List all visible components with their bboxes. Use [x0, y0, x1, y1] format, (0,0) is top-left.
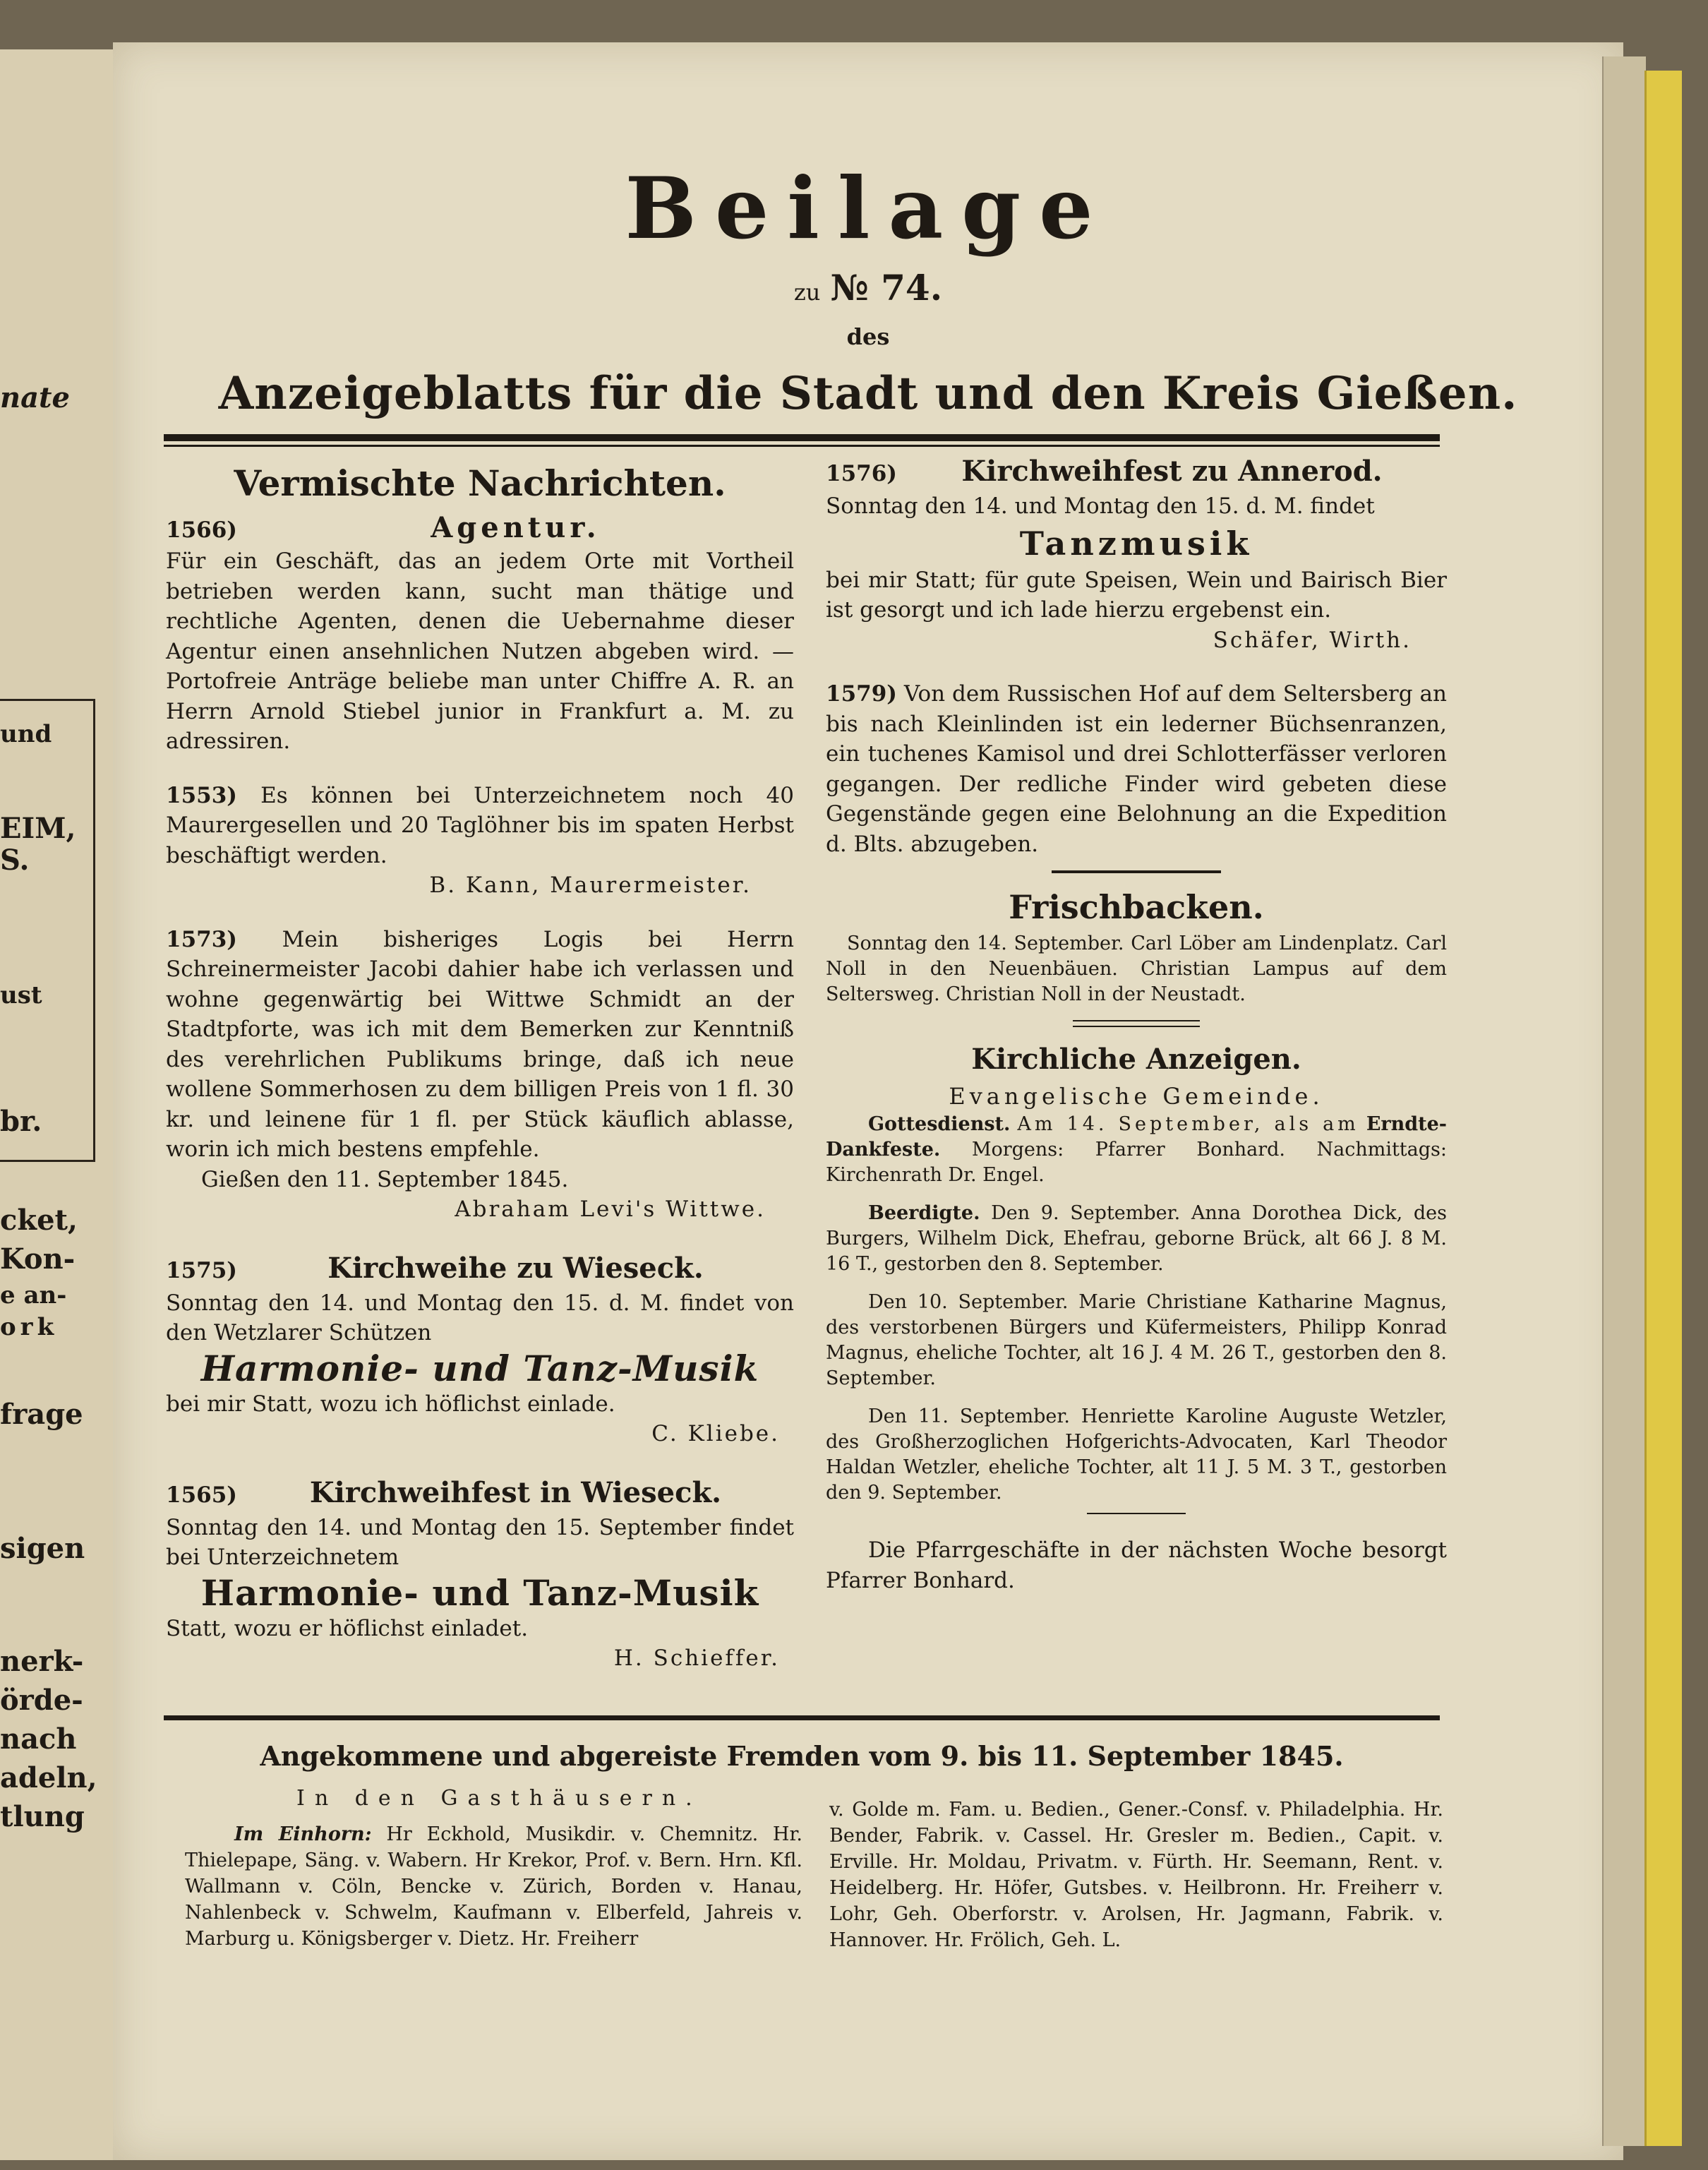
- spine-text: tlung: [0, 1800, 85, 1833]
- ad-text: Statt, wozu er höflichst einladet.: [166, 1615, 529, 1641]
- right-column: [826, 452, 1447, 1595]
- ad-display-line: Tanzmusik: [1019, 524, 1253, 563]
- ad-1579: [826, 679, 1447, 859]
- previous-page-box: [0, 699, 95, 1162]
- label: Gottesdienst.: [868, 1113, 1011, 1135]
- text: Morgens: Pfarrer Bonhard. Nachmittags: Kirchenrath Dr. Engel.: [826, 1139, 1447, 1186]
- divider: [1087, 1513, 1186, 1514]
- ad-number: 1565): [166, 1482, 237, 1508]
- ad-text: Sonntag den 14. und Montag den 15. d. M. findet von den Wetzlarer Schützen: [166, 1290, 794, 1345]
- spine-text: nerk-: [0, 1645, 84, 1678]
- ad-number: 1573): [166, 926, 237, 952]
- ad-number: 1566): [166, 517, 237, 543]
- spine-text: nate: [0, 381, 70, 414]
- des-word: des: [846, 323, 890, 350]
- section-title: Vermischte Nachrichten.: [234, 462, 726, 504]
- section-title: Frischbacken.: [1009, 888, 1264, 926]
- divider: [1052, 870, 1221, 873]
- fremden-right: v. Golde m. Fam. u. Bedien., Gener.-Consf. v. Philadelphia. Hr. Bender, Fabrik. v. Cassel. Hr. Gresler m. Bedien., Capit. v. Erville. Hr. Moldau, Privatm. v. Fürth. Hr. Seemann, Rent. v. Heidelberg. Hr. Höfer, Gutsbes. v. Heilbronn. Hr. Freiherr v. Lohr, Geh. Oberforstr. v. Arolsen, Hr. Jagmann, Fabrik. v. Hannover. Hr. Frölich, Geh. L.: [829, 1799, 1443, 1951]
- supplement-title: Beilage: [625, 159, 1112, 258]
- ad-text: Für ein Geschäft, das an jedem Orte mit Vortheil betrieben werden kann, sucht man thätige und rechtliche Agenten, denen die Uebernahme dieser Agentur einen ansehnlichen Nutzen abgeben wird. — Portofreie Anträge beliebe man unter Chiffre A. R. an Herrn Arnold Stiebel junior in Frankfurt a. M. zu adressiren.: [166, 549, 794, 754]
- ad-text: bei mir Statt, wozu ich höflichst einlade.: [166, 1391, 615, 1417]
- ad-signature: Abraham Levi's Wittwe.: [455, 1197, 766, 1222]
- ad-number: 1576): [826, 461, 897, 486]
- number-value: № 74.: [830, 267, 943, 308]
- ad-signature: Schäfer, Wirth.: [1213, 627, 1412, 653]
- spine-text: ust: [0, 981, 42, 1009]
- ad-headline: Kirchweihfest in Wieseck.: [309, 1475, 722, 1509]
- spine-text: örde-: [0, 1684, 83, 1717]
- label: Beerdigte.: [868, 1202, 980, 1224]
- spine-text: adeln,: [0, 1761, 97, 1794]
- zu-word: zu: [793, 279, 821, 306]
- ad-text: bei mir Statt; für gute Speisen, Wein und Bairisch Bier ist gesorgt und ich lade hierzu ergebenst ein.: [826, 567, 1447, 623]
- ad-number: 1553): [166, 782, 237, 808]
- text: Am 14. September, als am: [1017, 1113, 1359, 1135]
- section-text: Sonntag den 14. September. Carl Löber am Lindenplatz. Carl Noll in den Neuenbäuen. Christian Lampus auf dem Seltersweg. Christian Noll in der Neustadt.: [826, 933, 1447, 1005]
- spine-text: EIM,: [0, 812, 76, 845]
- spine-text: sigen: [0, 1532, 85, 1565]
- label: Im Einhorn:: [234, 1823, 372, 1845]
- church-section: [826, 1040, 1447, 1595]
- ad-text: Es können bei Unterzeichnetem noch 40 Maurergesellen und 20 Taglöhner bis im spaten Herbst beschäftigt werden.: [166, 782, 794, 868]
- issue-number: [113, 267, 1623, 308]
- text: Hr Eckhold, Musikdir. v. Chemnitz. Hr. Thielepape, Säng. v. Wabern. Hr Krekor, Prof. v. Bern. Hrn. Kfl. Wallmann v. Cöln, Bencke v. Zürich, Borden v. Hanau, Nahlenbeck v. Schwelm, Kaufmann v. Elberfeld, Jahreis v. Marburg u. Königsberger v. Dietz. Hr. Freiherr: [185, 1823, 802, 1950]
- text: Den 11. September. Henriette Karoline Auguste Wetzler, des Großherzoglichen Hofgerichts-Advocaten, Karl Theodor Haldan Wetzler, eheliche Tochter, alt 11 J. 5 M. 3 T., gestorben den 9. September.: [826, 1405, 1447, 1504]
- masthead-rule-thin: [164, 445, 1440, 447]
- ad-signature: C. Kliebe.: [651, 1421, 780, 1446]
- fremden-subtitle: In den Gasthäusern.: [296, 1786, 702, 1811]
- ad-headline: Kirchweihe zu Wieseck.: [327, 1251, 704, 1285]
- text: Die Pfarrgeschäfte in der nächsten Woche besorgt Pfarrer Bonhard.: [826, 1537, 1447, 1593]
- left-column: [166, 459, 794, 1674]
- fremden-left: [185, 1821, 802, 1952]
- ad-headline: Agentur.: [431, 511, 601, 544]
- spine-text: cket,: [0, 1204, 78, 1237]
- ad-text: Sonntag den 14. und Montag den 15. September findet bei Unterzeichnetem: [166, 1514, 794, 1570]
- spine-text: Kon-: [0, 1242, 76, 1276]
- spine-text: S.: [0, 844, 30, 877]
- book-cover-edge: [1644, 71, 1682, 2146]
- ad-1553: [166, 781, 794, 901]
- ad-headline: Kirchweihfest zu Annerod.: [961, 455, 1383, 488]
- ad-1573: [166, 925, 794, 1225]
- ad-signature: B. Kann, Maurermeister.: [429, 873, 752, 898]
- fremden-rule: [164, 1715, 1440, 1720]
- ad-1575: [166, 1249, 794, 1449]
- spine-text: e an-: [0, 1281, 67, 1309]
- ad-text: Mein bisheriges Logis bei Herrn Schreinermeister Jacobi dahier habe ich verlassen und wohne gegenwärtig bei Wittwe Schmidt an der Stadtpforte, was ich mit dem Bemerken zur Kenntniß des verehrlichen Publikums bringe, daß ich neue wollene Sommerhosen zu dem billigen Preis von 1 fl. 30 kr. und leinene für 1 fl. per Stück käuflich ablasse, worin ich mich bestens empfehle.: [166, 926, 794, 1162]
- ad-1565: [166, 1473, 794, 1674]
- text: Den 10. September. Marie Christiane Katharine Magnus, des verstorbenen Bürgers und Küfermeisters, Philipp Konrad Magnus, eheliche Tochter, alt 16 J. 4 M. 26 T., gestorben den 8. September.: [826, 1291, 1447, 1389]
- frischbacken-section: [826, 885, 1447, 1007]
- divider: [1073, 1020, 1200, 1027]
- fremden-title: Angekommene und abgereiste Fremden vom 9. bis 11. September 1845.: [260, 1740, 1344, 1772]
- text: Den 9. September. Anna Dorothea Dick, des Burgers, Wilhelm Dick, Ehefrau, geborne Brück, alt 66 J. 8 M. 16 T., gestorben den 8. September.: [826, 1202, 1447, 1275]
- spine-text: nach: [0, 1722, 77, 1756]
- section-subtitle: Evangelische Gemeinde.: [949, 1083, 1324, 1110]
- masthead-rule: [164, 434, 1440, 441]
- spine-text: ork: [0, 1313, 59, 1341]
- spine-text: frage: [0, 1398, 83, 1431]
- ad-number: 1575): [166, 1257, 237, 1283]
- ad-display-line: Harmonie- und Tanz-Musik: [200, 1571, 759, 1614]
- ad-text: Von dem Russischen Hof auf dem Seltersberg an bis nach Kleinlinden ist ein lederner Büchsenranzen, ein tuchenes Kamisol und drei Schlotterfässer verloren gegangen. Der redliche Finder wird gebeten diese Gegenstände gegen eine Belohnung an die Expedition d. Blts. abzugeben.: [826, 681, 1447, 857]
- ad-date: Gießen den 11. September 1845.: [201, 1166, 569, 1192]
- ad-1566: [166, 510, 794, 757]
- ad-text: Sonntag den 14. und Montag den 15. d. M. findet: [826, 493, 1375, 519]
- ad-signature: H. Schieffer.: [613, 1646, 780, 1671]
- ad-1576: [826, 452, 1447, 655]
- masthead: Anzeigeblatts für die Stadt und den Kreis Gießen.: [218, 367, 1518, 420]
- spine-text: br.: [0, 1105, 42, 1138]
- section-title: Kirchliche Anzeigen.: [971, 1043, 1301, 1076]
- spine-text: und: [0, 720, 52, 748]
- ad-number: 1579): [826, 681, 897, 707]
- label: Erndte-Dankfeste.: [826, 1113, 1447, 1161]
- ad-display-line: Harmonie- und Tanz-Musik: [200, 1347, 759, 1389]
